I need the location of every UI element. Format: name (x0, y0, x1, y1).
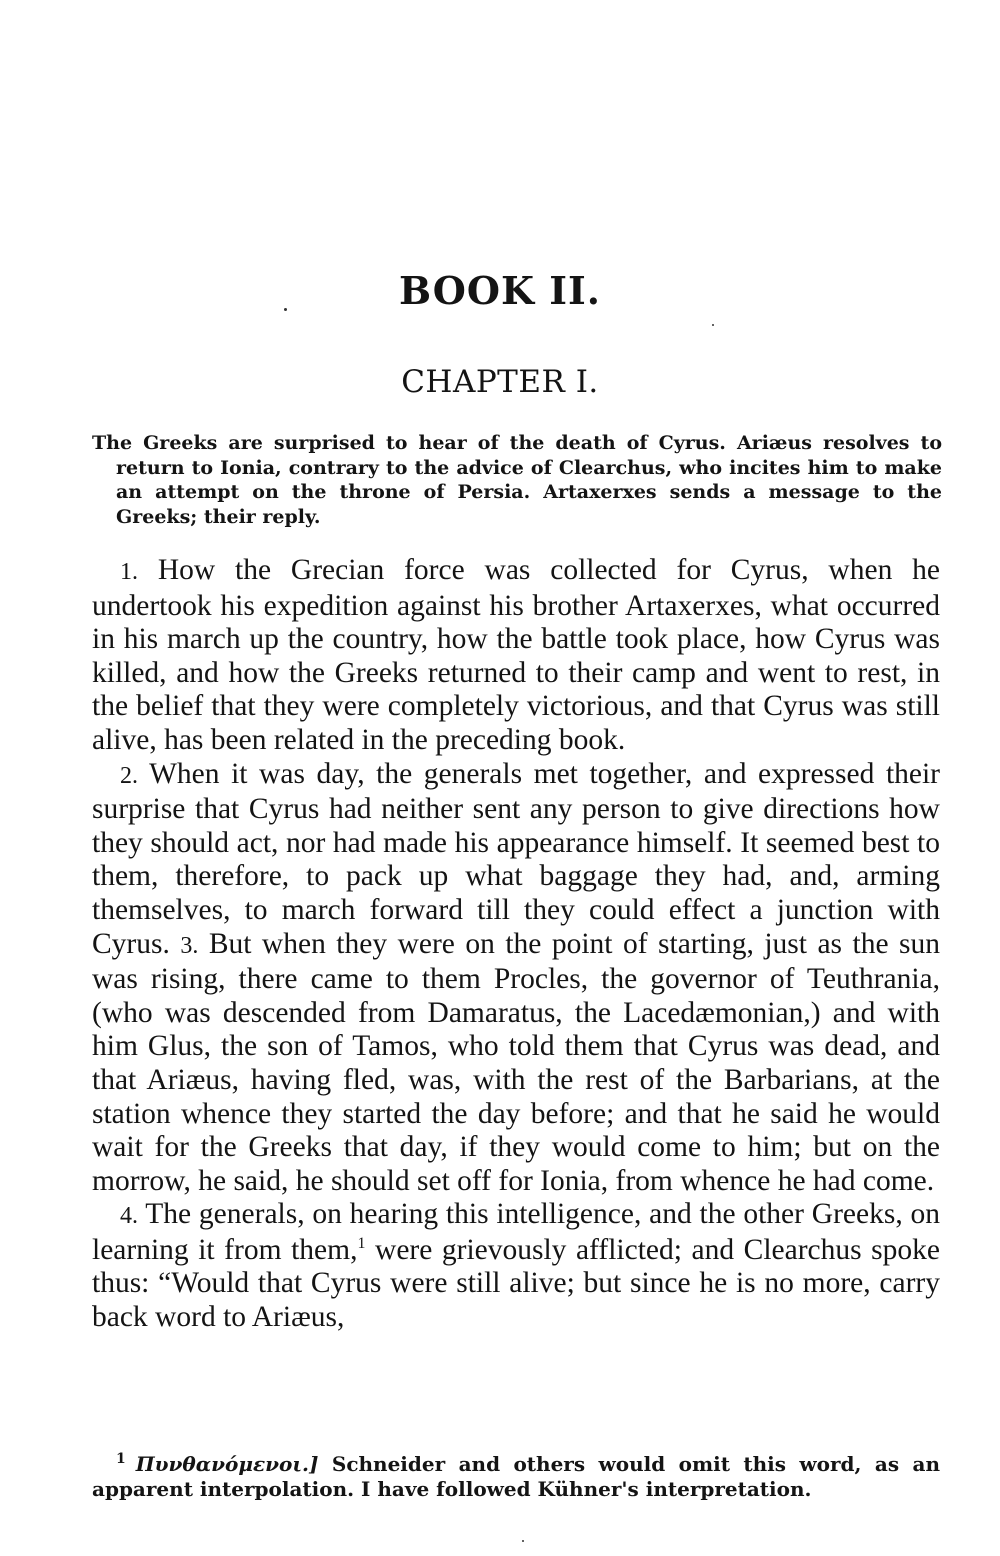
chapter-summary: The Greeks are surprised to hear of the death of Cyrus. Ariæus resolves to return to Ionia, contrary to the advice of Clearchus, who incites him to make an attempt on the throne of Persia. Artaxerxes sends a message to the Greeks; their reply. (92, 432, 942, 528)
paragraph-number: 4. (120, 1203, 138, 1230)
paragraph-text: How the Grecian force was collected for Cyrus, when he undertook his expedition against his brother Artaxerxes, what occurred in his march up the country, how the battle took place, how Cyrus was killed, and how the Greeks returned to their camp and went to rest, in the belief that they were completely victorious, and that Cyrus was still alive, has been related in the preceding book. (92, 554, 941, 756)
paragraph-4 (92, 1198, 940, 1334)
footnote-greek-term: Πυνθανόμενοι.] (135, 1452, 319, 1476)
paragraph-number: 1. (120, 559, 138, 585)
paragraph-number: 2. (120, 762, 138, 789)
paragraph-text: But when they were on the point of starting, just as the sun was rising, there came to them Procles, the governor of Teuthrania, (who was descended from Damaratus, the Lacedæmonian,) and with him Glus, the son of Tamos, who told them that Cyrus was dead, and that Ariæus, having fled, was, with the rest of the Barbarians, at the station whence they started the day before; and that he said he would wait for the Greeks that day, if they would come to him; but on the morrow, he said, he should set off for Ionia, from whence he had come. (92, 927, 941, 1197)
book-title: BOOK II. (398, 268, 602, 313)
paragraph-text: When it was day, the generals met together, and expressed their surprise that Cyrus had neither sent any person to give directions how they should act, nor had made his appearance himself. It seemed best to them, therefore, to pack up what baggage they had, and, arming themselves, to march forward till they could effect a junction with Cyrus. (92, 757, 941, 960)
footnote-text: Schneider and others would omit this word, as an apparent interpolation. I have followed Kühner's interpretation. (92, 1452, 940, 1501)
footnote-reference[interactable]: 1 (357, 1235, 366, 1253)
print-speck (522, 1540, 524, 1542)
paragraph-2 (92, 758, 940, 1199)
chapter-title: CHAPTER I. (401, 364, 599, 400)
paragraph-number: 3. (180, 932, 199, 959)
chapter-body (92, 554, 940, 1335)
footnote-number: 1 (116, 1451, 126, 1468)
paragraph-text: were grievously afflicted; and Clearchus spoke thus: “Would that Cyrus were still alive; but since he is no more, carry back word to Ariæus, (92, 1233, 940, 1334)
footnote (92, 1452, 940, 1502)
paragraph-text: The generals, on hearing this intelligence, and the other Greeks, on learning it from them, (92, 1198, 940, 1266)
print-speck (712, 324, 714, 326)
paragraph-1 (92, 554, 940, 758)
